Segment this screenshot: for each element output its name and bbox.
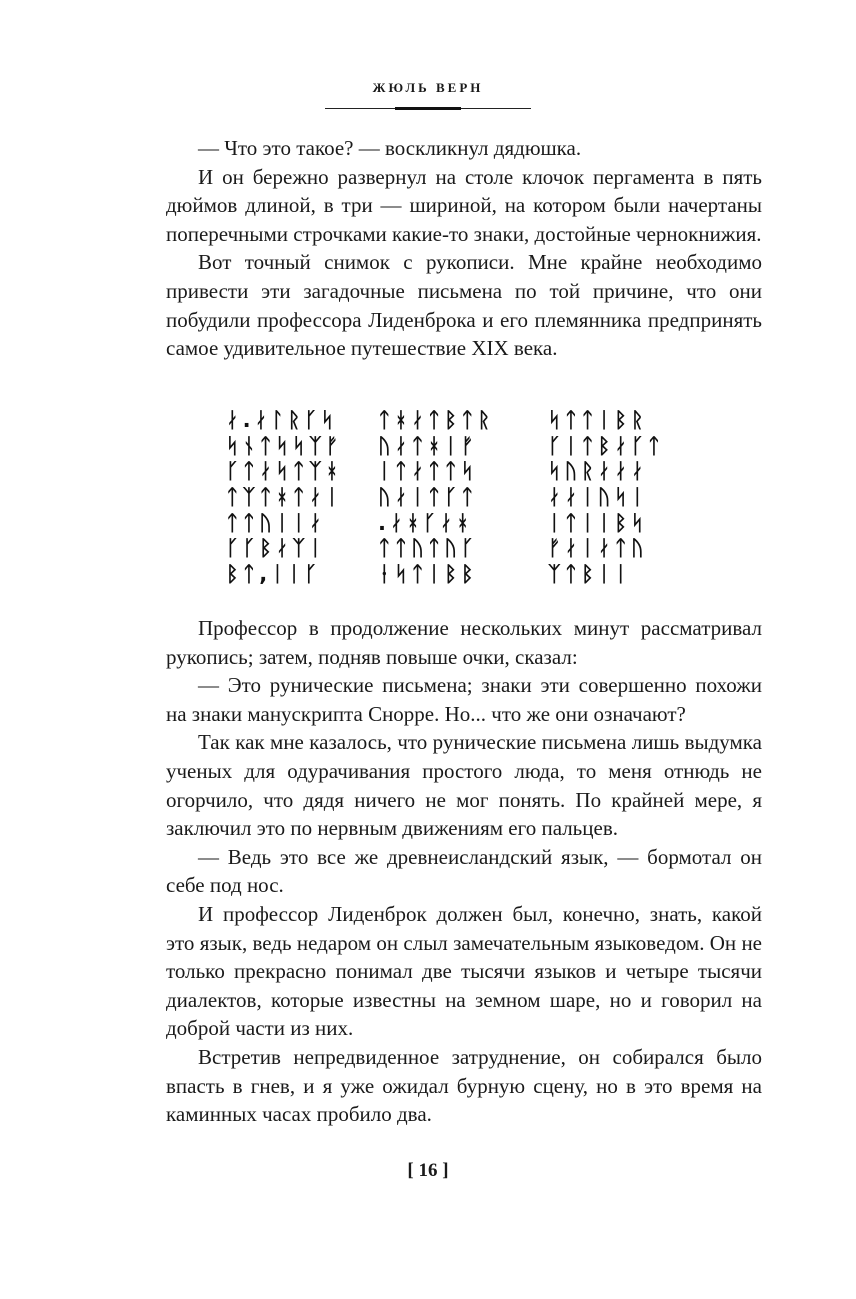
rune-line: ᛅᛅᛁᚢᛋᛁ	[548, 485, 648, 510]
rune-line: ᛉᛏᛒᛁᛁ	[548, 562, 631, 587]
rune-line: ᚴᛁᛏᛒᛅᚴᛏ	[548, 433, 665, 458]
rune-column-1	[226, 408, 366, 588]
rune-line: ᛏᛏᚢᛁᛁᛅ	[226, 510, 326, 535]
paragraph: — Это рунические письмена; знаки эти совершенно похожи на знаки манускрипта Снорре. Но... что же они означают?	[166, 673, 762, 726]
rune-line: .ᛅᚼᚴᛅᚼ	[378, 510, 473, 535]
paragraph: — Ведь это все же древнеисландский язык, — бормотал он себе под нос.	[166, 844, 762, 898]
runic-manuscript-facsimile	[226, 408, 686, 588]
rune-line: ᛒᛏ,ᛁᛁᚴ	[226, 562, 321, 587]
rune-line: ᛋᚾᛏᛋᛋᛉᚠ	[226, 433, 343, 458]
body-text-bottom	[166, 614, 762, 1129]
rune-line: ᚴᚴᛒᛅᛉᛁ	[226, 536, 326, 561]
rune-line: ᛅ.ᛅᛚᚱᚴᛋ	[226, 408, 338, 432]
paragraph: Вот точный снимок с рукописи. Мне крайне необходимо привести эти загадочные письмена по той причине, что они побудили профессора Лиденброка и его племянника предпринять самое удивительное путешествие XIX века.	[166, 250, 762, 361]
rune-line: ᛏᛏᚢᛏᚢᚴ	[378, 536, 478, 561]
body-text-top	[166, 134, 762, 363]
rune-line: ᚴᛏᛅᛋᛏᛉᚼ	[226, 459, 343, 484]
paragraph: Так как мне казалось, что рунические письмена лишь выдумка ученых для одурачивания простого люда, то меня отнюдь не огорчило, что дядя ничего не мог понять. По крайней мере, я заключил это по нервным движениям его пальцев.	[166, 730, 762, 841]
rune-line: ᛏᚼᛅᛏᛒᛏᚱ	[378, 408, 495, 432]
rune-column-3	[548, 408, 688, 588]
rune-column-2	[378, 408, 518, 588]
rune-line: ᛁᛏᛅᛏᛏᛋ	[378, 459, 478, 484]
rune-line: ᚠᛅᛁᛅᛏᚢ	[548, 536, 648, 561]
rune-line: ᛋᚢᚱᛅᛅᛅ	[548, 459, 648, 484]
paragraph: Профессор в продолжение нескольких минут рассматривал рукопись; затем, подняв повыше очки, сказал:	[166, 616, 762, 669]
rune-line: ᛏᛉᛏᚼᛏᛅᛁ	[226, 485, 343, 510]
paragraph: — Что это такое? — воскликнул дядюшка.	[198, 136, 582, 160]
rune-line: ᚽᛋᛏᛁᛒᛒ	[378, 562, 478, 587]
rune-line: ᚢᛅᛏᚼᛁᚠ	[378, 433, 478, 458]
paragraph: Встретив непредвиденное затруднение, он собирался было впасть в гнев, и я уже ожидал бурную сцену, но в это время на каминных часах пробило два.	[166, 1044, 762, 1127]
paragraph: И он бережно развернул на столе клочок пергамента в пять дюймов длиной, в три — шириной, на котором были начертаны поперечными строчками какие-то знаки, достойные чернокнижия.	[166, 164, 762, 246]
paragraph: И профессор Лиденброк должен был, конечно, знать, какой это язык, ведь недаром он слыл замечательным языковедом. Он не только прекрасно понимал две тысячи языков и четыре тысячи диалектов, которые известны на земном шаре, но и говорил на доброй части из них.	[166, 901, 762, 1041]
rune-line: ᛁᛏᛁᛁᛒᛋ	[548, 510, 648, 535]
rune-line: ᚢᛅᛁᛏᚴᛏ	[378, 485, 478, 510]
rune-line: ᛋᛏᛏᛁᛒᚱ	[548, 408, 648, 432]
running-head: ЖЮЛЬ ВЕРН	[372, 80, 484, 95]
header-rule-accent	[395, 107, 461, 110]
page-number: [ 16 ]	[407, 1160, 449, 1181]
